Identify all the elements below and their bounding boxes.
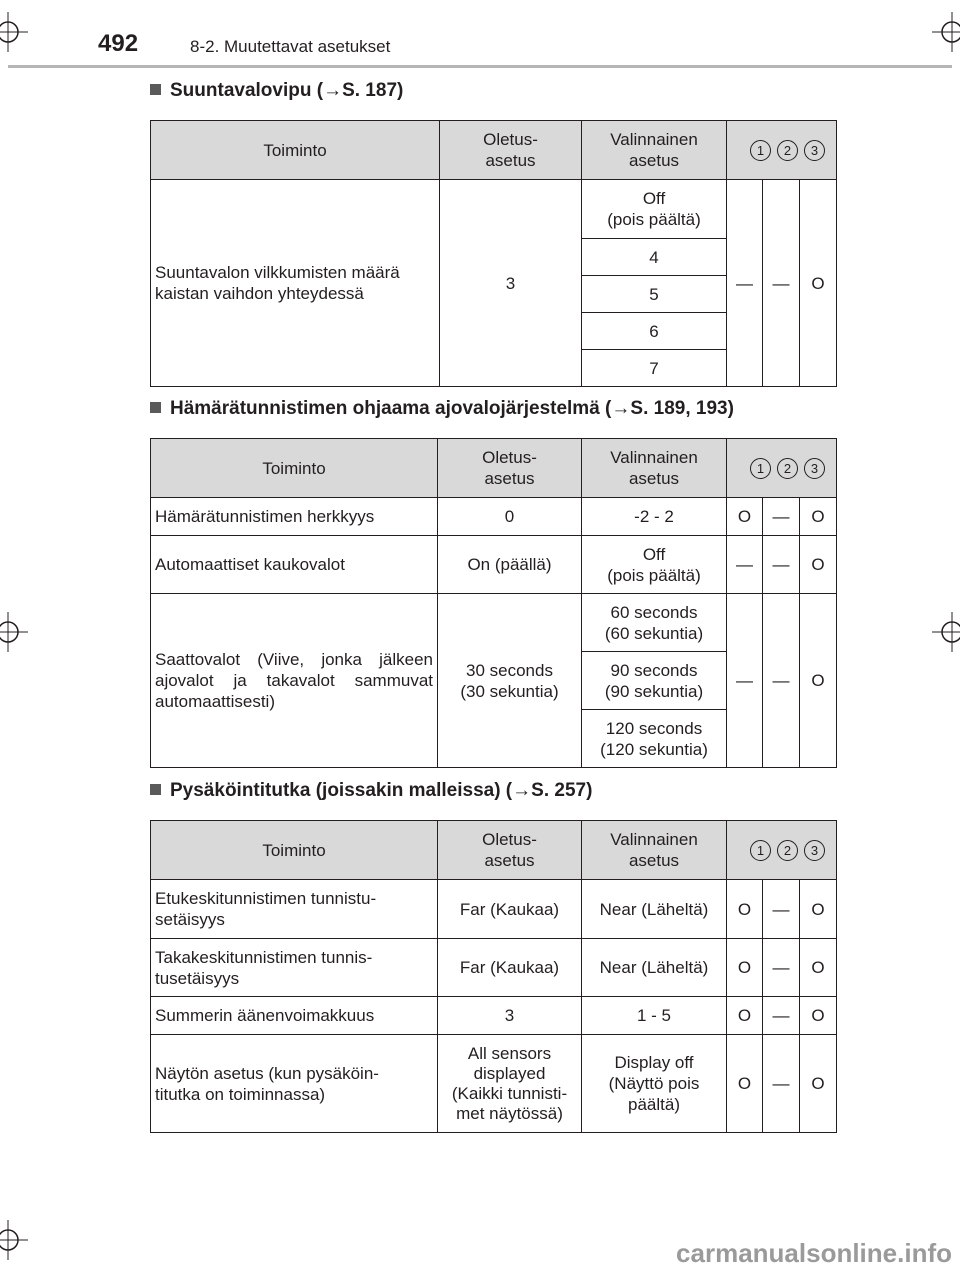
method-2-cell: — <box>763 880 800 939</box>
table-row <box>151 594 837 652</box>
option-cell: Near (Läheltä) <box>582 880 727 939</box>
default-cell: 3 <box>438 997 582 1035</box>
option-cell: 60 seconds (60 sekuntia) <box>582 594 727 652</box>
function-cell: Saattovalot (Viive, jonka jälkeen ajovalot ja takavalot sammuvat automaattisesti) <box>151 594 438 768</box>
method-1-cell: O <box>727 1035 763 1133</box>
method-1-icon: 1 <box>750 840 771 861</box>
default-cell: All sensors displayed (Kaikki tunnisti- met näytössä) <box>438 1035 582 1133</box>
crop-mark-icon <box>0 12 28 52</box>
table-row <box>151 997 837 1035</box>
chapter-title: 8-2. Muutettavat asetukset <box>190 37 391 56</box>
option-cell: 5 <box>582 276 727 313</box>
option-cell: Display off (Näyttö pois päältä) <box>582 1035 727 1133</box>
option-cell: 1 - 5 <box>582 997 727 1035</box>
function-cell: Automaattiset kaukovalot <box>151 536 438 594</box>
method-3-cell: O <box>800 997 837 1035</box>
option-cell: -2 - 2 <box>582 498 727 536</box>
method-2-cell: — <box>763 536 800 594</box>
function-cell: Hämärätunnistimen herkkyys <box>151 498 438 536</box>
method-3-cell: O <box>800 498 837 536</box>
default-cell: Far (Kaukaa) <box>438 939 582 997</box>
method-3-cell: O <box>800 180 837 387</box>
method-1-icon: 1 <box>750 140 771 161</box>
bullet-square-icon <box>150 84 161 95</box>
bullet-square-icon <box>150 784 161 795</box>
function-cell: Näytön asetus (kun pysäköin- titutka on toiminnassa) <box>151 1035 438 1133</box>
col-default: Oletus- asetus <box>438 439 582 498</box>
method-2-cell: — <box>763 498 800 536</box>
method-2-cell: — <box>763 1035 800 1133</box>
table-header-row <box>151 121 837 180</box>
col-function: Toiminto <box>151 439 438 498</box>
default-cell: On (päällä) <box>438 536 582 594</box>
method-1-cell: O <box>727 997 763 1035</box>
col-default: Oletus- asetus <box>440 121 582 180</box>
default-cell: 0 <box>438 498 582 536</box>
col-customize-methods <box>727 121 837 180</box>
method-3-icon: 3 <box>804 140 825 161</box>
col-customize-methods <box>727 821 837 880</box>
section-heading-light-sensor: Hämärätunnistimen ohjaama ajovalojärjestelmä (→S. 189, 193) <box>150 398 734 420</box>
section-heading-turn-signal: Suuntavalovipu (→S. 187) <box>150 80 403 102</box>
watermark-logo: carmanualsonline.info <box>676 1238 952 1268</box>
option-cell: 6 <box>582 313 727 350</box>
option-cell: Near (Läheltä) <box>582 939 727 997</box>
col-default: Oletus- asetus <box>438 821 582 880</box>
option-cell: Off (pois päältä) <box>582 180 727 239</box>
method-1-cell: O <box>727 939 763 997</box>
bullet-square-icon <box>150 402 161 413</box>
method-3-icon: 3 <box>804 458 825 479</box>
settings-table-parking-sensor <box>150 820 837 1133</box>
method-3-cell: O <box>800 1035 837 1133</box>
method-3-icon: 3 <box>804 840 825 861</box>
method-1-cell: — <box>727 536 763 594</box>
method-1-cell: — <box>727 180 763 387</box>
method-2-cell: — <box>763 939 800 997</box>
table-row <box>151 180 837 239</box>
default-cell: Far (Kaukaa) <box>438 880 582 939</box>
table-row <box>151 536 837 594</box>
option-cell: Off (pois päältä) <box>582 536 727 594</box>
option-cell: 90 seconds (90 sekuntia) <box>582 652 727 710</box>
settings-table-light-sensor <box>150 438 837 768</box>
col-optional: Valinnainen asetus <box>582 121 727 180</box>
settings-table-turn-signal <box>150 120 837 387</box>
option-cell: 4 <box>582 239 727 276</box>
col-optional: Valinnainen asetus <box>582 439 727 498</box>
function-cell: Suuntavalon vilkkumisten määrä kaistan vaihdon yhteydessä <box>151 180 440 387</box>
crop-mark-icon <box>932 612 960 652</box>
function-cell: Etukeskitunnistimen tunnistu- setäisyys <box>151 880 438 939</box>
table-header-row <box>151 439 837 498</box>
option-cell: 7 <box>582 350 727 387</box>
col-function: Toiminto <box>151 821 438 880</box>
table-row <box>151 939 837 997</box>
method-2-cell: — <box>763 997 800 1035</box>
col-optional: Valinnainen asetus <box>582 821 727 880</box>
method-3-cell: O <box>800 880 837 939</box>
method-3-cell: O <box>800 939 837 997</box>
default-cell: 3 <box>440 180 582 387</box>
method-1-cell: O <box>727 880 763 939</box>
header-divider <box>8 65 952 68</box>
page-number: 492 <box>98 30 139 57</box>
method-1-cell: O <box>727 498 763 536</box>
table-row <box>151 498 837 536</box>
col-function: Toiminto <box>151 121 440 180</box>
method-3-cell: O <box>800 594 837 768</box>
crop-mark-icon <box>0 1220 28 1260</box>
section-heading-parking-sensor: Pysäköintitutka (joissakin malleissa) (→S. 257) <box>150 780 592 802</box>
function-cell: Takakeskitunnistimen tunnis- tusetäisyys <box>151 939 438 997</box>
method-2-icon: 2 <box>777 140 798 161</box>
method-2-icon: 2 <box>777 458 798 479</box>
table-header-row <box>151 821 837 880</box>
method-1-icon: 1 <box>750 458 771 479</box>
method-2-icon: 2 <box>777 840 798 861</box>
col-customize-methods <box>727 439 837 498</box>
method-3-cell: O <box>800 536 837 594</box>
method-2-cell: — <box>763 594 800 768</box>
crop-mark-icon <box>932 12 960 52</box>
function-cell: Summerin äänenvoimakkuus <box>151 997 438 1035</box>
default-cell: 30 seconds (30 sekuntia) <box>438 594 582 768</box>
method-2-cell: — <box>763 180 800 387</box>
table-row <box>151 1035 837 1133</box>
option-cell: 120 seconds (120 sekuntia) <box>582 710 727 768</box>
crop-mark-icon <box>0 612 28 652</box>
table-row <box>151 880 837 939</box>
method-1-cell: — <box>727 594 763 768</box>
